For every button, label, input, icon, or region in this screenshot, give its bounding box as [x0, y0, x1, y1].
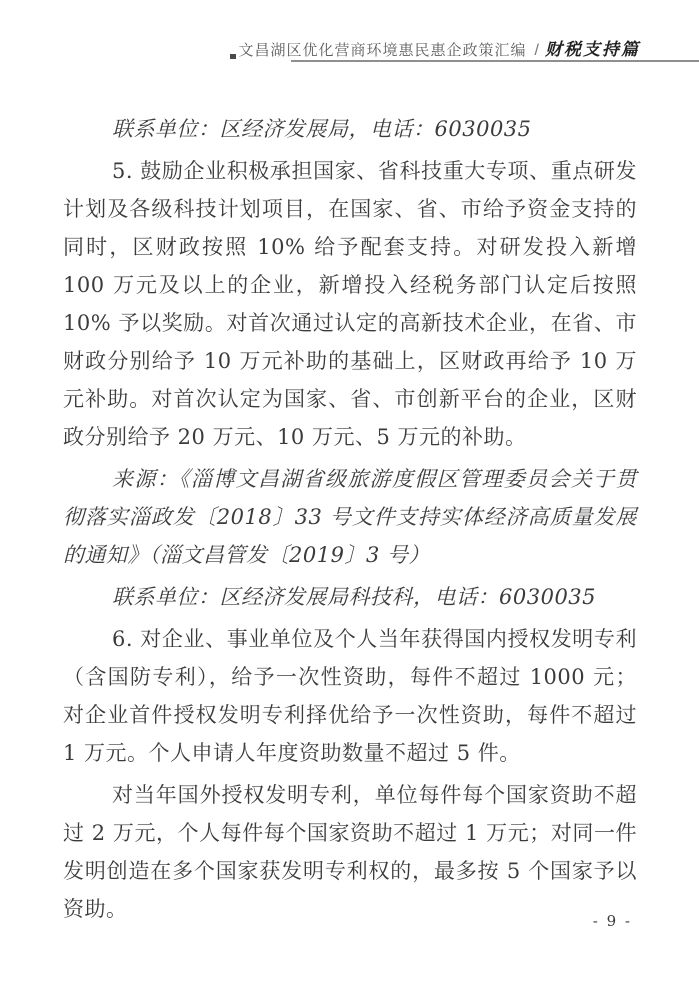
page-number: - 9 - — [592, 912, 632, 930]
header-square-marker-icon — [230, 54, 236, 59]
paragraph-policy-5: 5. 鼓励企业积极承担国家、省科技重大专项、重点研发计划及各级科技计划项目，在国家、省、市给予资金支持的同时，区财政按照 10% 给予配套支持。对研发投入新增 100 万元及以上的企业，新增投入经税务部门认定后按照 10% 予以奖励。对首次通过认定的高新技术企业，在省、市财政分别给予 10 万元补助的基础上，区财政再给予 10 万元补助。对首次认定为国家、省、市创新平台的企业，区财政分别给予 20 万元、10 万元、5 万元的补助。 — [63, 159, 637, 449]
section-title: 财税支持篇 — [545, 40, 640, 60]
paragraph-policy-6-continued: 对当年国外授权发明专利，单位每件每个国家资助不超过 2 万元，个人每件每个国家资助不超过 1 万元；对同一件发明创造在多个国家获发明专利权的，最多按 5 个国家予以资助。 — [63, 783, 637, 921]
paragraph-contact-1: 联系单位：区经济发展局，电话：6030035 — [112, 117, 532, 141]
paragraph-policy-6: 6. 对企业、事业单位及个人当年获得国内授权发明专利（含国防专利），给予一次性资助，每件不超过 1000 元；对企业首件授权发明专利择优给予一次性资助，每件不超过 1 万元。个人申请人年度资助数量不超过 5 件。 — [63, 627, 637, 765]
paragraph-source: 来源：《淄博文昌湖省级旅游度假区管理委员会关于贯彻落实淄政发〔2018〕33 号文件支持实体经济高质量发展的通知》（淄文昌管发〔2019〕3 号） — [63, 467, 637, 567]
page-header — [0, 38, 640, 60]
document-body — [63, 110, 637, 932]
header-divider-rule — [291, 60, 699, 62]
booklet-title: 文昌湖区优化营商环境惠民惠企政策汇编 — [238, 42, 527, 59]
paragraph-contact-2: 联系单位：区经济发展局科技科，电话：6030035 — [112, 585, 597, 609]
header-separator: / — [534, 42, 539, 59]
